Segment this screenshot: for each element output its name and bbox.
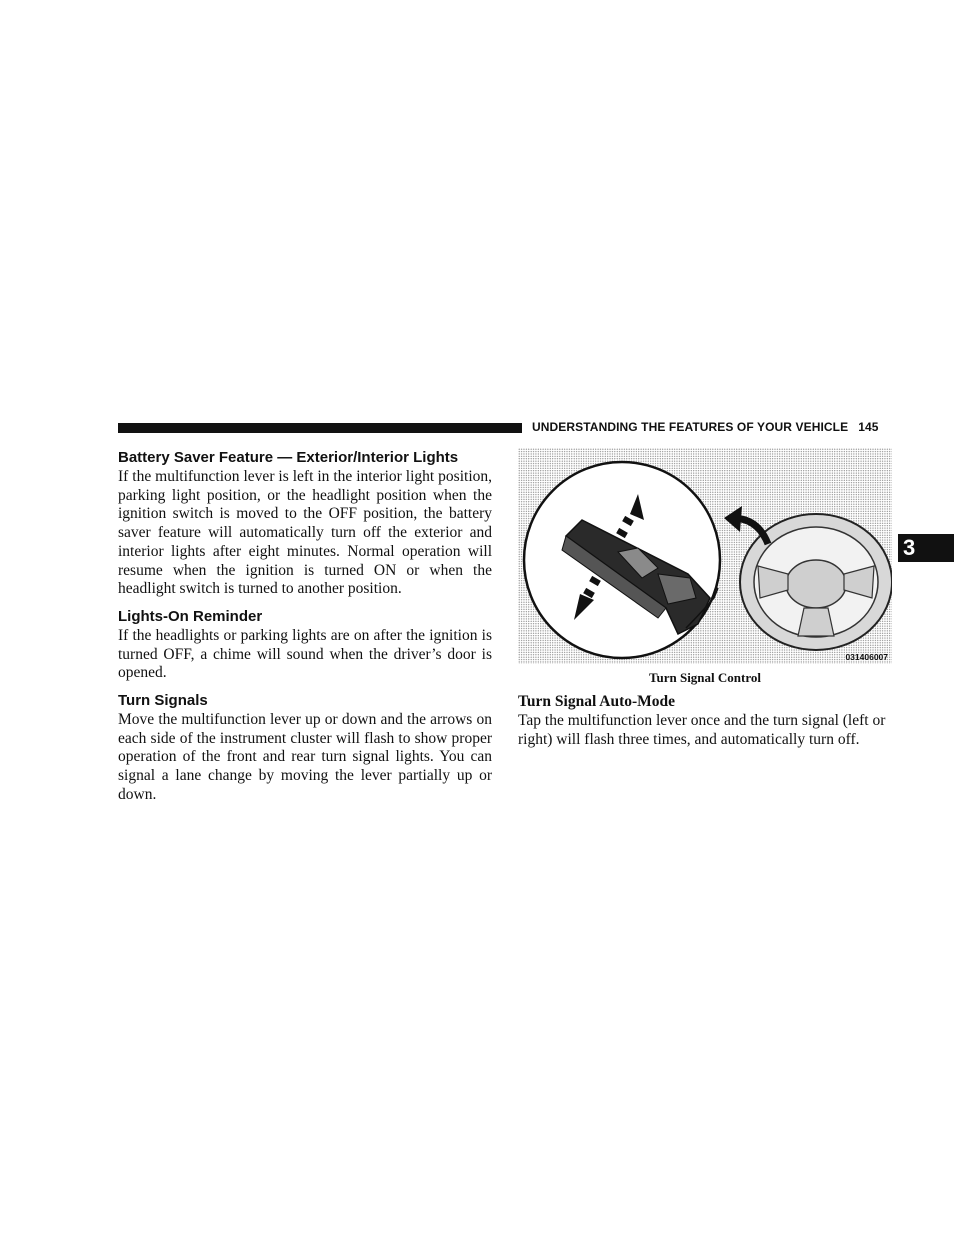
section-heading-auto-mode: Turn Signal Auto-Mode — [518, 693, 676, 710]
section-battery-saver — [118, 448, 492, 599]
chapter-tab: 3 — [898, 534, 954, 562]
header-rule — [118, 423, 522, 433]
figure-id-label: 031406007 — [845, 652, 888, 662]
section-lights-on-reminder — [118, 607, 492, 683]
section-body: Move the multifunction lever up or down and the arrows on each side of the instrument cluster will flash to show proper operation of the front and rear turn signal lights. You can signal a lane change by moving the lever partially up or down. — [118, 711, 492, 803]
section-heading: Turn Signals — [118, 692, 208, 710]
turn-signal-illustration — [518, 448, 892, 664]
page-number: 145 — [858, 420, 879, 434]
section-body: If the headlights or parking lights are on after the ignition is turned OFF, a chime will sound when the driver’s door is opened. — [118, 626, 492, 682]
section-heading: Battery Saver Feature — Exterior/Interior Lights — [118, 449, 459, 466]
header-section-title: UNDERSTANDING THE FEATURES OF YOUR VEHICLE — [532, 420, 849, 434]
left-column — [118, 448, 492, 813]
section-turn-signals — [118, 691, 492, 805]
section-body-auto-mode: Tap the multifunction lever once and the turn signal (left or right) will flash three times, and automatically turn off. — [518, 712, 886, 748]
section-body: If the multifunction lever is left in the interior light position, parking light position, or the headlight position when the ignition switch is moved to the OFF position, the battery saver feature will automatically turn off the exterior and interior lights after eight minutes. Normal operation will resume when the ignition is turned ON or when the headlight switch is turned to another position. — [118, 468, 492, 598]
section-heading: Lights-On Reminder — [118, 607, 263, 625]
right-column — [518, 448, 892, 757]
turn-signal-figure — [518, 448, 892, 664]
magnified-lever-icon — [524, 462, 720, 658]
figure-caption: Turn Signal Control — [649, 670, 761, 685]
running-header — [532, 420, 892, 434]
